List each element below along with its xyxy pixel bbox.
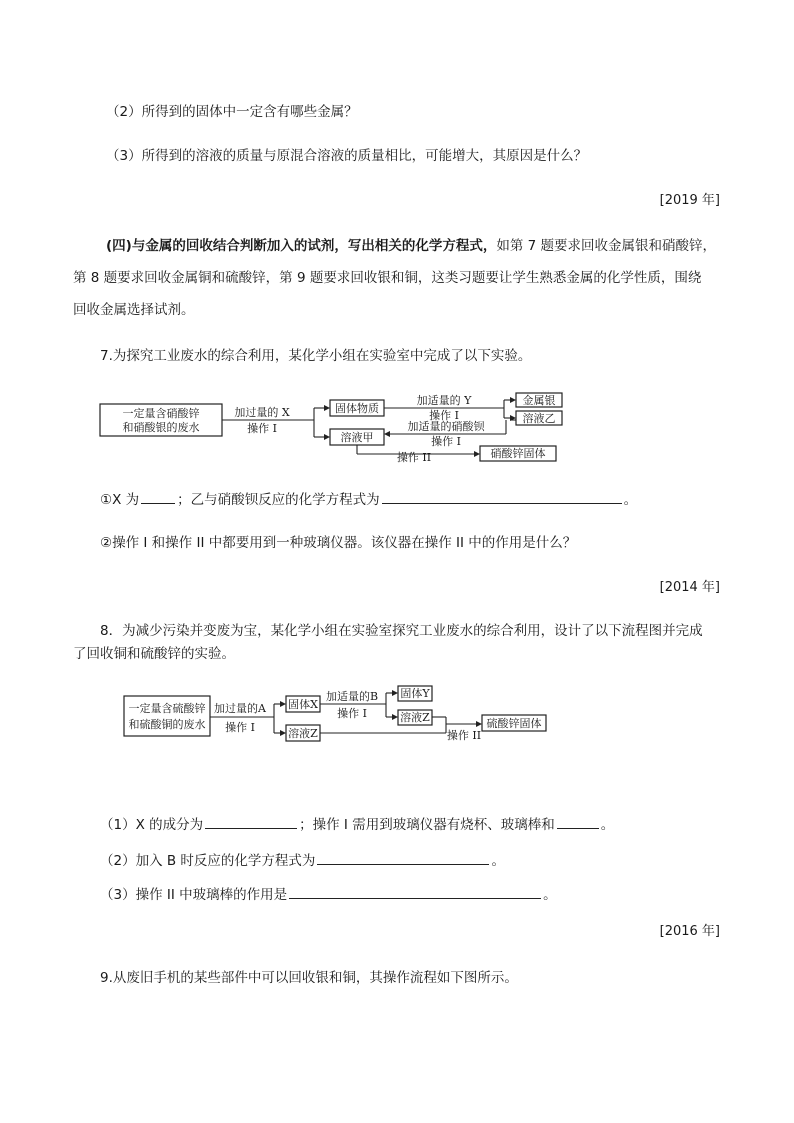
- question-7-stem: 7.为探究工业废水的综合利用，某化学小组在实验室中完成了以下实验。: [100, 348, 532, 364]
- q7-sol-yi-text: 溶液乙: [522, 412, 556, 425]
- q7-product-text: 硝酸锌固体: [490, 447, 546, 460]
- q7-sub1-end: 。: [623, 492, 638, 508]
- q8-solid-y-text: 固体Y: [400, 687, 430, 700]
- section-4-intro: 如第 7 题要求回收金属银和硝酸锌，: [496, 238, 717, 254]
- q8-op2-label: 操作 II: [446, 729, 482, 742]
- q8-sub2: [100, 850, 505, 871]
- question-2-text: （2）所得到的固体中一定含有哪些金属？: [106, 104, 358, 120]
- q7-arrowhead-2: [324, 434, 330, 440]
- q8-sub3: [100, 884, 557, 905]
- q8-op1b-label: 操作 I: [337, 707, 367, 720]
- question-9-stem: 9.从废旧手机的某些部件中可以回收银和铜，其操作流程如下图所示。: [100, 970, 518, 986]
- q7-op1c-label: 操作 I: [431, 435, 461, 448]
- q7-op1b-label: 操作 I: [429, 409, 459, 422]
- q7-metal-ag-text: 金属银: [522, 394, 556, 407]
- q8-blank-instrument[interactable]: [557, 814, 599, 829]
- q7-op1-label: 操作 I: [247, 422, 277, 435]
- section-4-line-1: [106, 236, 716, 256]
- question-8-stem-1: 8．为减少污染并变废为宝，某化学小组在实验室探究工业废水的综合利用，设计了以下流程图并完成: [100, 623, 703, 639]
- q8-add-b-label: 加适量的B: [325, 690, 379, 703]
- q7-sub1: [100, 489, 637, 510]
- q8-sub1-b: ；操作 I 需用到玻璃仪器有烧杯、玻璃棒和: [299, 817, 555, 833]
- q8-arrowhead-5: [476, 721, 482, 727]
- q7-sub1-a: ①X 为: [100, 492, 140, 508]
- q7-arrowhead-3: [510, 397, 516, 403]
- q7-start-text-1: 一定量含硝酸锌: [122, 407, 200, 420]
- q8-sub1-a: （1）X 的成分为: [100, 817, 204, 833]
- q8-arrowhead-2: [280, 730, 286, 736]
- q7-add-x-label: 加过量的 X: [234, 406, 290, 419]
- q7-start-text-2: 和硝酸银的废水: [122, 421, 200, 434]
- q8-op1-label: 操作 I: [225, 721, 255, 734]
- q7-arrowhead-1: [324, 405, 330, 411]
- question-8-stem-2: 了回收铜和硫酸锌的实验。: [73, 646, 235, 662]
- q7-sub2: ②操作 I 和操作 II 中都要用到一种玻璃仪器。该仪器在操作 II 中的作用是什么？: [100, 535, 577, 551]
- q8-sol-z2-text: 溶液Z: [400, 711, 430, 724]
- q8-sub3-end: 。: [543, 887, 557, 903]
- section-4-line-2: 第 8 题要求回收金属铜和硫酸锌，第 9 题要求回收银和铜，这类习题要让学生熟悉金属的化学性质，围绕: [73, 270, 702, 286]
- question-3-text: （3）所得到的溶液的质量与原混合溶液的质量相比，可能增大，其原因是什么？: [106, 148, 588, 164]
- q8-arrowhead-3: [392, 690, 398, 696]
- q7-solid-text: 固体物质: [335, 402, 379, 415]
- year-tag-2014: [2014 年]: [659, 580, 720, 595]
- q8-blank-rod[interactable]: [289, 884, 541, 899]
- q7-sol-jia-text: 溶液甲: [340, 431, 374, 444]
- q8-arrowhead-1: [280, 701, 286, 707]
- q8-sol-z1-text: 溶液Z: [288, 727, 318, 740]
- q7-flow-diagram: [96, 390, 566, 464]
- year-tag-2019: [2019 年]: [659, 193, 720, 208]
- q7-blank-equation[interactable]: [382, 489, 622, 504]
- q8-add-a-label: 加过量的A: [214, 702, 266, 715]
- q8-start-text-2: 和硫酸铜的废水: [128, 718, 206, 731]
- q8-flow-diagram: [120, 684, 550, 746]
- q8-start-text-1: 一定量含硫酸锌: [128, 702, 206, 715]
- q8-sub2-end: 。: [491, 853, 505, 869]
- q8-sub2-a: （2）加入 B 时反应的化学方程式为: [100, 853, 316, 869]
- q7-add-y-label: 加适量的 Y: [416, 394, 472, 407]
- q8-solid-x-text: 固体X: [288, 698, 318, 711]
- q7-op2-label: 操作 II: [396, 451, 432, 464]
- q7-arrowhead-5: [384, 431, 390, 437]
- q7-sub1-b: ；乙与硝酸钡反应的化学方程式为: [177, 492, 380, 508]
- q7-blank-x[interactable]: [141, 489, 175, 504]
- section-4-line-3: 回收金属选择试剂。: [73, 302, 195, 318]
- q8-sub3-a: （3）操作 II 中玻璃棒的作用是: [100, 887, 288, 903]
- q8-sub1: [100, 814, 614, 835]
- q8-sub1-end: 。: [600, 817, 615, 833]
- q8-arrowhead-4: [392, 714, 398, 720]
- section-4-heading: (四)与金属的回收结合判断加入的试剂，写出相关的化学方程式，: [106, 238, 497, 254]
- q8-blank-x[interactable]: [205, 814, 297, 829]
- q8-product-text: 硫酸锌固体: [486, 717, 542, 730]
- q7-arrowhead-6: [474, 451, 480, 457]
- year-tag-2016: [2016 年]: [659, 924, 720, 939]
- q8-blank-equation[interactable]: [317, 850, 489, 865]
- q7-add-ba-label: 加适量的硝酸钡: [407, 420, 485, 433]
